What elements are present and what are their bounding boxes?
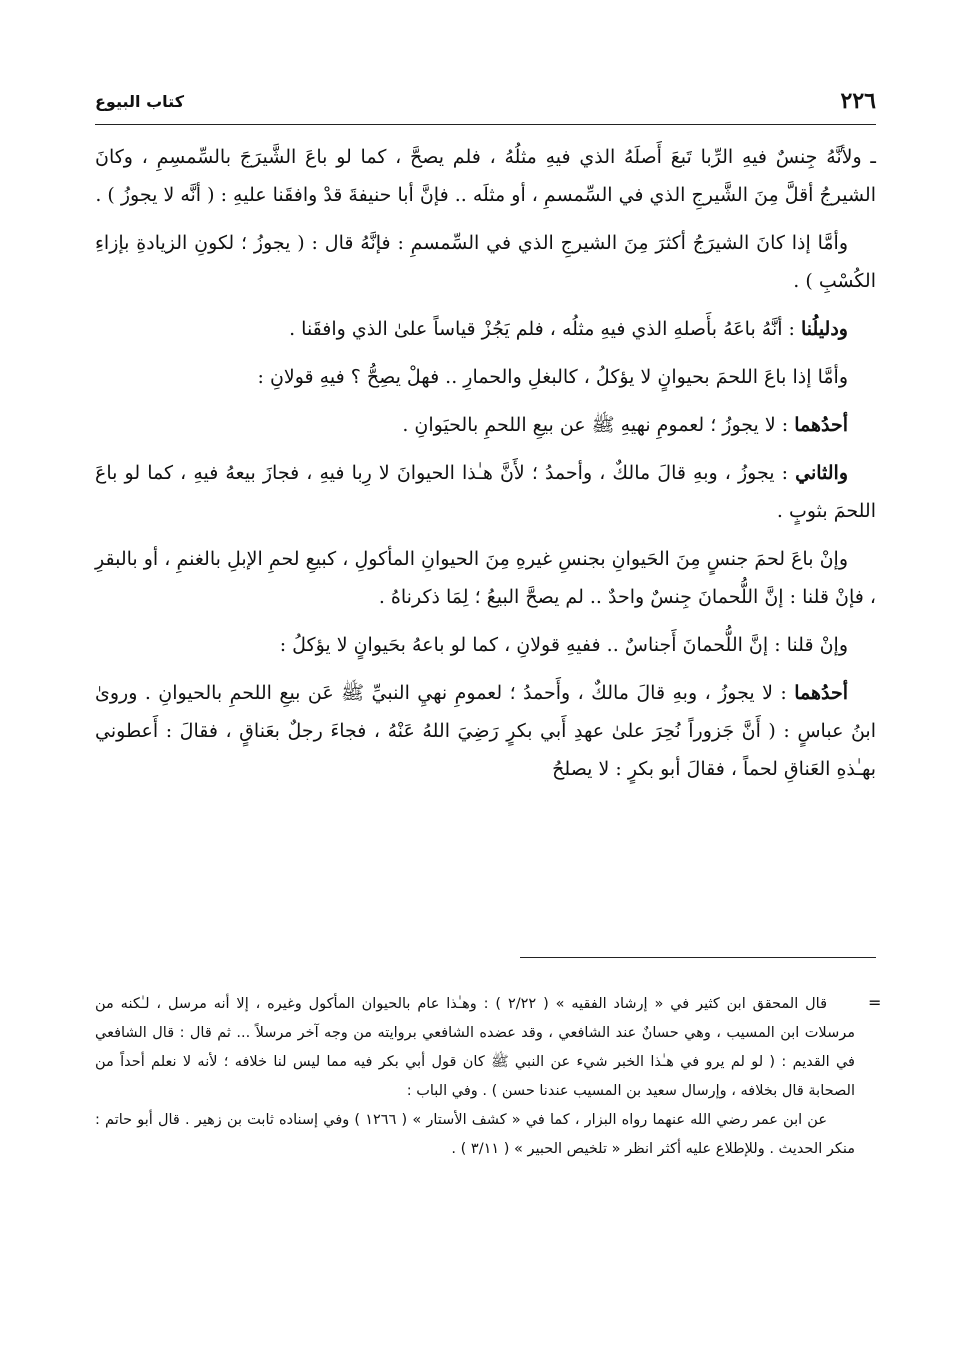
paragraph-5: [95, 406, 876, 444]
paragraph-2: وأمَّا إذا كانَ الشيرَجُ أكثرَ مِنَ الشيرجِ الذي في السِّمسمِ : فإنَّهُ قال : ( يجوزُ ؛ لكونِ الزيادةِ بإزاءِ الكُسْبِ ) .: [95, 232, 876, 292]
footnote-separator: [520, 957, 876, 958]
paragraph-6-body: : يجوزُ ، وبهِ قالَ مالكٌ ، وأحمدُ ؛ لأَنَّ هـٰذا الحيوانَ لا رِبا فيهِ ، فجازَ بيعهُ فيهِ ، كما لو باعَ اللحمَ بثوبٍ .: [95, 462, 876, 522]
paragraph-9: [95, 674, 876, 788]
paragraph-9-lead: أحدُهما: [794, 682, 848, 704]
paragraph-7: وإنْ باعَ لحمَ جنسٍ مِنَ الحَيوانِ بجنسِ غيرهِ مِنَ الحيوانِ المأكولِ ، كبيعِ لحمِ الإبلِ بالغنمِ ، أو بالبقرِ ، فإنْ قلنا : إنَّ اللُّحمانَ جِنسٌ واحدٌ .. لم يصحَّ البيعُ ؛ لِمَا ذكرناهُ .: [95, 548, 876, 608]
paragraph-6: [95, 454, 876, 530]
paragraph-6-lead: والثاني: [795, 462, 848, 484]
page-header: [95, 86, 876, 125]
paragraph-4: وأمَّا إذا باعَ اللحمَ بحيوانٍ لا يؤكلُ ، كالبغلِ والحمارِ .. فهلْ يصِحُّ ؟ فيهِ قولانِ :: [257, 366, 848, 388]
paragraph-5-lead: أحدُهما: [794, 414, 848, 436]
footnote-2: عن ابن عمر رضي الله عنهما رواه البزار ، كما في « كشف الأستار » ( ١٢٦٦ ) وفي إسناده ثابت بن زهير . قال أبو حاتم : منكر الحديث . وللإطلاع عليه أكثر انظر « تلخيص الحبير » ( ٣/١١ ) .: [95, 1112, 855, 1157]
footnote-continuation-mark: =: [868, 993, 882, 1012]
paragraph-3-body: : أنَّهُ باعَهُ بأَصلهِ الذي فيهِ مثلُه ، فلم يَجُزْ قياساً علىٰ الذي وافقَنا .: [289, 318, 802, 340]
running-title: كتاب البيوع: [95, 92, 185, 111]
paragraph-1: ـ ولأنَّهُ جِنسٌ فيهِ الرِّبا تَبعَ أَصلَهُ الذي فيهِ مثلُهُ ، فلم يصحَّ ، كما لو باعَ الشَّيرَجَ بالسِّمسِمِ ، وكانَ الشيرجُ أقلَّ مِنَ الشَّيرجِ الذي في السِّمسمِ ، أو مثلَه .. فإنَّ أبا حنيفةَ قدْ وافقَنا عليهِ : ( أنَّه لا يجوزُ ) .: [95, 146, 876, 206]
footnote-1: قال المحقق ابن كثير في « إرشاد الفقيه » ( ٢/٢٢ ) : وهـٰذا عام بالحيوان المأكول وغيره ، إلا أنه مرسل ، لـٰكنه من مرسلات ابن المسيب ، وهي حسانٌ عند الشافعي ، وقد عضده الشافعي بروايته من وجه آخر مرسلاً ... ثم قال : قال الشافعي في القديم : ( لو لم يرو في هـٰذا الخبر شيء عن النبي ﷺ كان قول أبي بكر فيه مما ليس لنا خلافه ؛ لأنه لا نعلم أحداً من الصحابة قال بخلافه ، وإرسال سعيد بن المسيب عندنا حسن ) . وفي الباب :: [95, 996, 855, 1099]
paragraph-5-body: : لا يجوزُ ؛ لعمومِ نهيهِ ﷺ عن بيعِ اللحمِ بالحيَوانِ .: [402, 414, 795, 436]
paragraph-8: وإنْ قلنا : إنَّ اللُّحمانَ أَجناسٌ .. ففيهِ قولانِ ، كما لو باعهُ بحَيوانٍ لا يؤكلُ :: [279, 634, 848, 656]
paragraph-9-body: : لا يجوزُ ، وبهِ قالَ مالكٌ ، وأَحمدُ ؛ لعمومِ نهيِ النبيِّ ﷺ عَن بيعِ اللحمِ بالحيوانِ . وروىٰ ابنُ عباسٍ : ( أَنَّ جَزوراً نُحِرَ علىٰ عهدِ أَبي بكرٍ رَضِيَ اللهُ عَنْهُ ، فجاءَ رجلٌ بعَناقٍ ، فقالَ : أَعطوني بهـٰذهِ العَناقِ لحماً ، فقالَ أبو بكرٍ : لا يصلحُ: [95, 682, 876, 780]
footnotes: [95, 990, 855, 1164]
main-text: [95, 138, 876, 798]
paragraph-3: [95, 310, 876, 348]
paragraph-3-lead: ودليلُنا: [801, 318, 848, 340]
page-number: ٢٢٦: [840, 88, 876, 114]
